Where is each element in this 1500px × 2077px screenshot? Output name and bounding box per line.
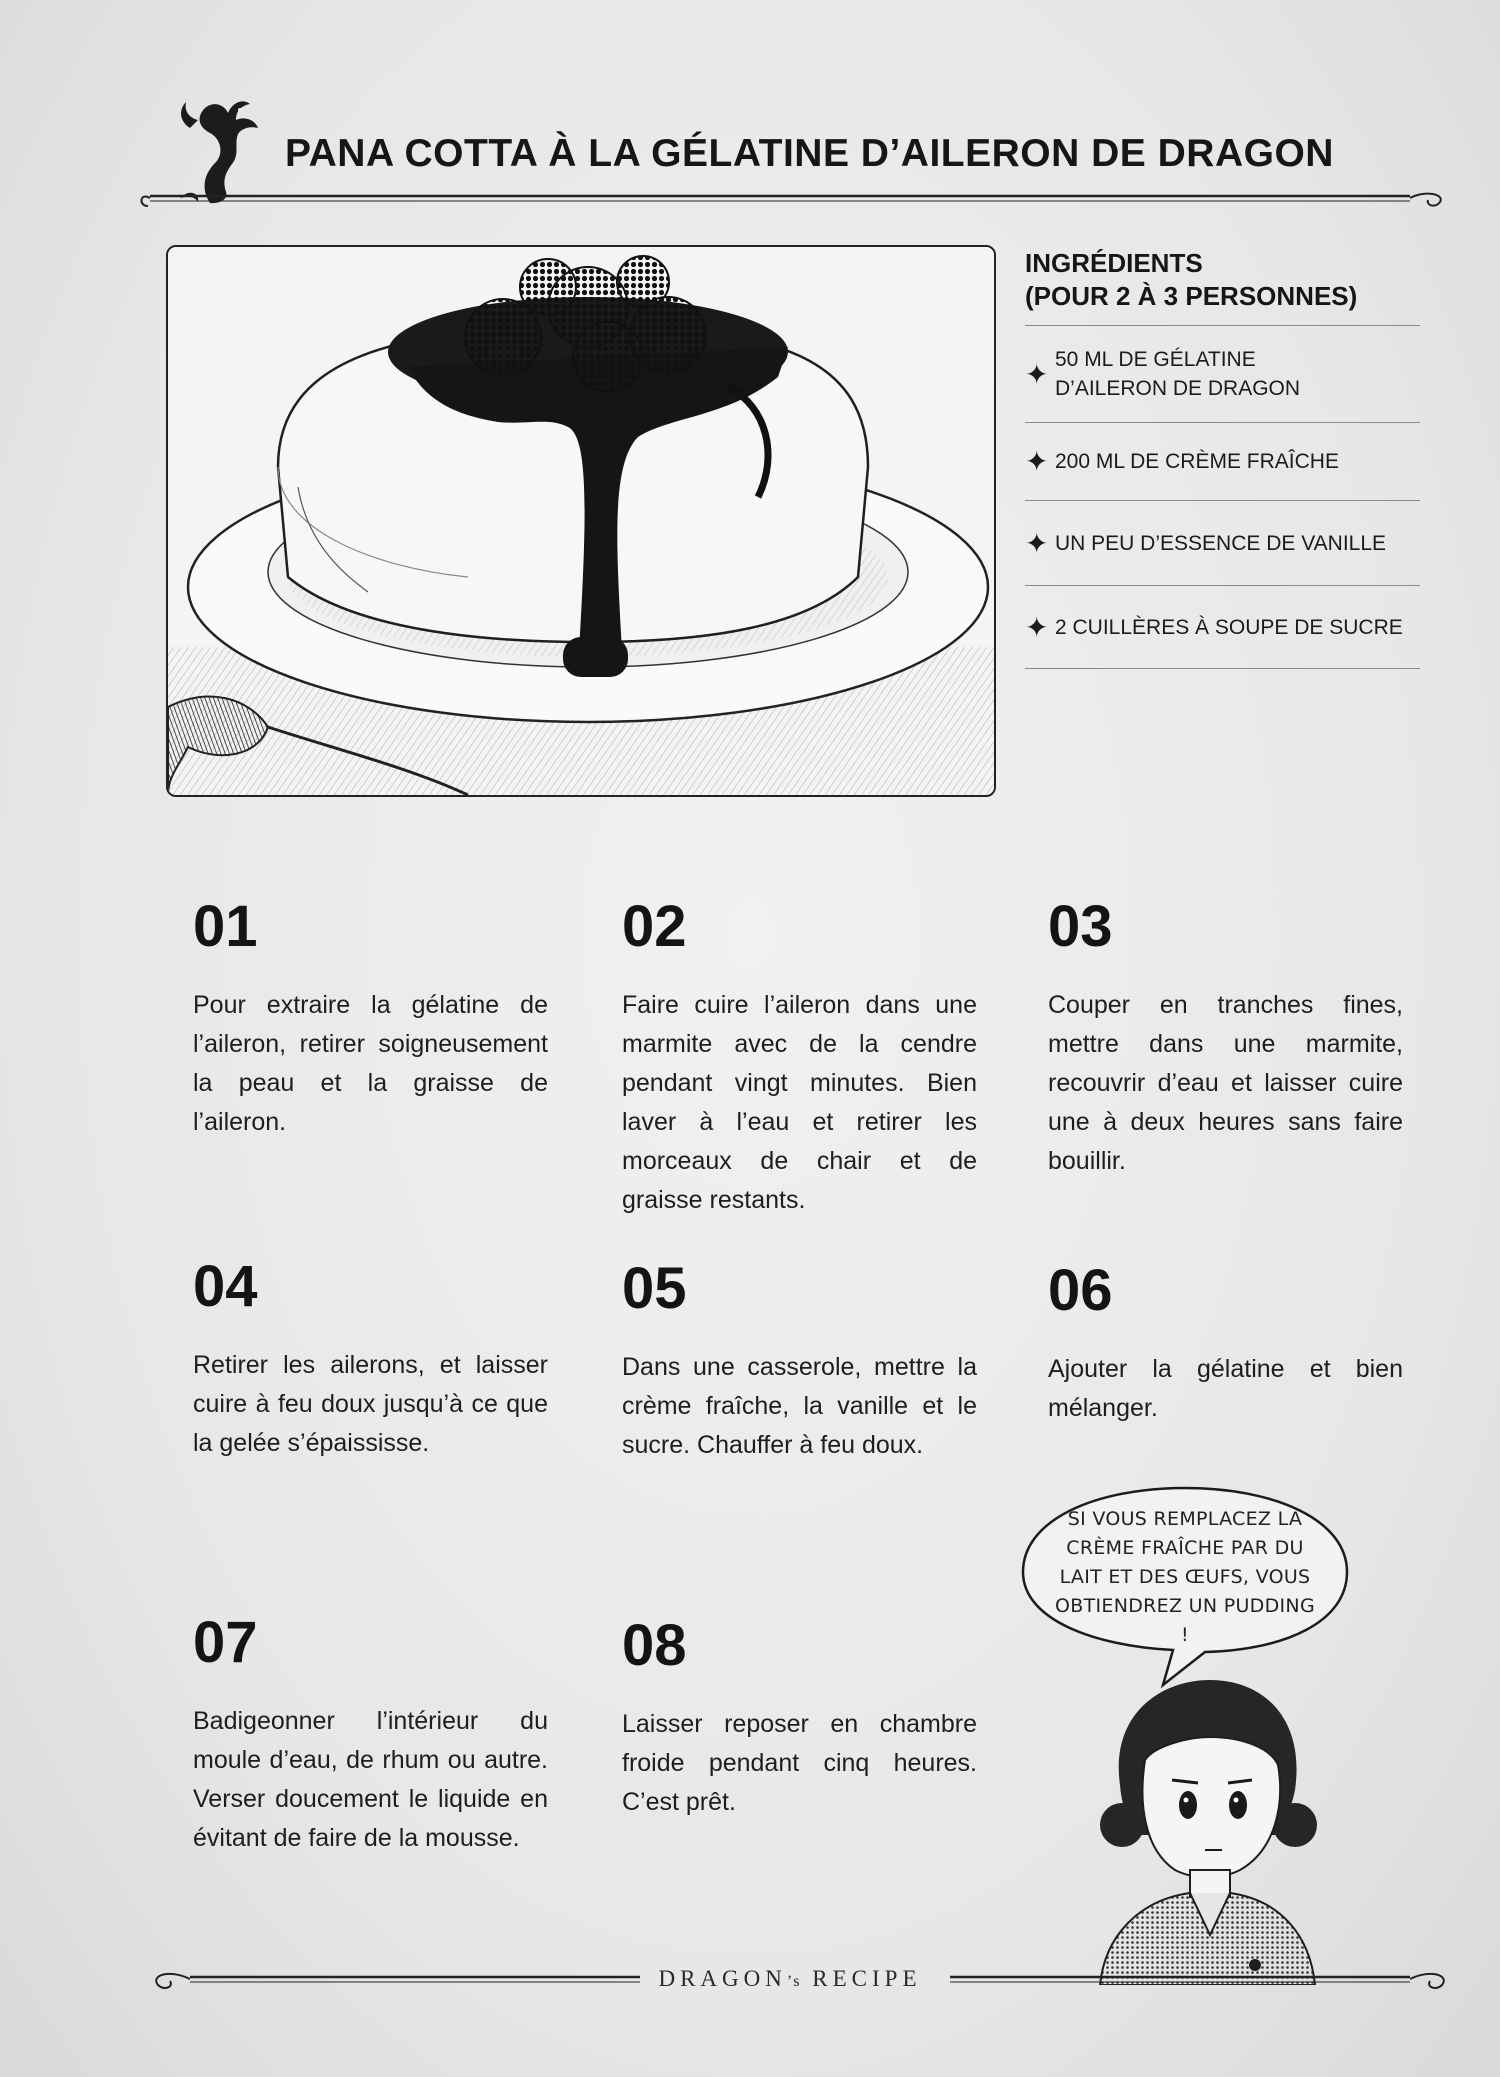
ingredients-title: INGRÉDIENTS (POUR 2 À 3 PERSONNES): [1025, 247, 1420, 326]
step-05: [622, 1258, 977, 1465]
footer-brand-part: RECIPE: [812, 1966, 922, 1991]
ingredient-label: 200 ML DE CRÈME FRAÎCHE: [1055, 450, 1339, 473]
step-07: [193, 1612, 548, 1858]
footer-brand-part: ’s: [786, 1973, 802, 1990]
step-text: Dans une casserole, mettre la crème fraîche, la vanille et le sucre. Chauffer à feu doux.: [622, 1353, 977, 1459]
step-06: [1048, 1260, 1403, 1428]
page-title: PANA COTTA À LA GÉLATINE D’AILERON DE DRAGON: [285, 132, 1334, 175]
footer-brand-part: DRAGON: [658, 1966, 787, 1991]
step-01: [193, 896, 548, 1142]
step-03: [1048, 896, 1403, 1181]
step-text: Couper en tranches fines, mettre dans une marmite, recouvrir d’eau et laisser cuire une à deux heures sans faire bouillir.: [1048, 991, 1403, 1175]
four-point-star-icon: ✦: [1025, 446, 1049, 477]
step-04: [193, 1256, 548, 1463]
ingredient-label: 2 CUILLÈRES À SOUPE DE SUCRE: [1055, 615, 1403, 639]
step-text: Retirer les ailerons, et laisser cuire à feu doux jusqu’à ce que la gelée s’épaississe.: [193, 1351, 548, 1457]
step-number: 06: [1048, 1258, 1113, 1323]
step-number: 01: [193, 894, 258, 959]
footer-brand: [640, 1966, 940, 1992]
step-number: 07: [193, 1610, 258, 1675]
four-point-star-icon: ✦: [1025, 611, 1049, 643]
step-number: 04: [193, 1254, 258, 1319]
step-number: 05: [622, 1256, 687, 1321]
step-number: 03: [1048, 894, 1113, 959]
header: [140, 80, 1450, 220]
step-text: Laisser reposer en chambre froide pendant cinq heures. C’est prêt.: [622, 1710, 977, 1816]
step-02: [622, 896, 977, 1220]
step-text: Ajouter la gélatine et bien mélanger.: [1048, 1355, 1403, 1422]
step-number: 02: [622, 894, 687, 959]
step-08: [622, 1615, 977, 1822]
step-text: Faire cuire l’aileron dans une marmite avec de la cendre pendant vingt minutes. Bien laver à l’eau et retirer les morceaux de chair et de graisse restants.: [622, 991, 977, 1214]
step-text: Badigeonner l’intérieur du moule d’eau, de rhum ou autre. Verser doucement le liquide en évitant de faire de la mousse.: [193, 1707, 548, 1852]
four-point-star-icon: ✦: [1025, 527, 1049, 559]
ingredient-label: UN PEU D’ESSENCE DE VANILLE: [1055, 531, 1387, 555]
character-illustration: [1080, 1665, 1330, 1985]
ingredient-item: [1025, 586, 1420, 669]
ingredient-label: 50 ML DE GÉLATINE D’AILERON DE DRAGON: [1055, 348, 1301, 400]
ingredients-panel: [1025, 247, 1420, 669]
header-divider: [140, 188, 1450, 212]
speech-bubble-text: SI VOUS REMPLACEZ LA CRÈME FRAÎCHE PAR DU LAIT ET DES ŒUFS, VOUS OBTIENDREZ UN PUDDING !: [1055, 1508, 1315, 1646]
dessert-drawing: [168, 247, 994, 795]
ingredient-item: [1025, 501, 1420, 586]
ingredient-item: [1025, 326, 1420, 423]
panna-cotta-illustration: [166, 245, 996, 797]
step-number: 08: [622, 1613, 687, 1678]
four-point-star-icon: ✦: [1025, 358, 1049, 390]
step-text: Pour extraire la gélatine de l’aileron, retirer soigneusement la peau et la graisse de l’aileron.: [193, 991, 548, 1136]
ingredient-item: [1025, 423, 1420, 501]
